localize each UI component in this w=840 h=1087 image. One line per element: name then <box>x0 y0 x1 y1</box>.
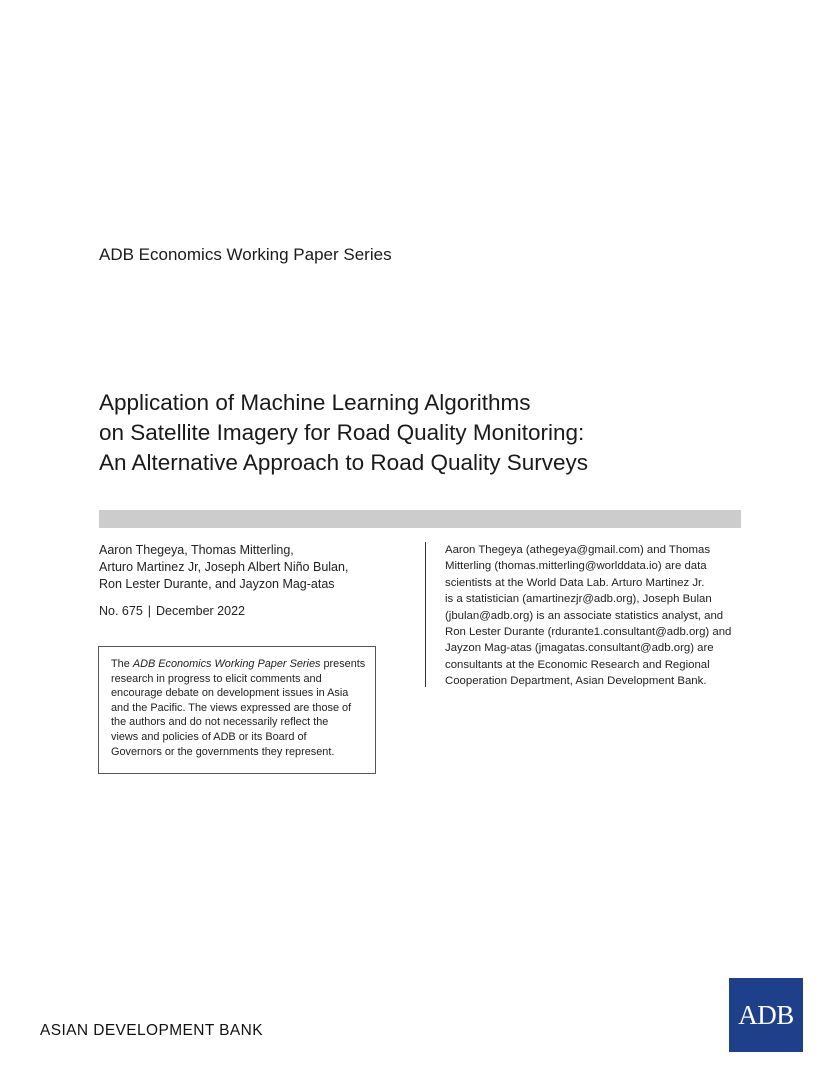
paper-title-line: on Satellite Imagery for Road Quality Monitoring: <box>99 420 585 445</box>
issue-separator: | <box>147 604 152 618</box>
author-bio <box>445 542 731 690</box>
bio-line: (jbulan@adb.org) is an associate statistics analyst, and <box>445 609 724 622</box>
author-line: Ron Lester Durante, and Jayzon Mag-atas <box>99 577 335 591</box>
disclaimer-line: encourage debate on development issues in Asia <box>111 687 349 700</box>
bio-line: Cooperation Department, Asian Development Bank. <box>445 675 707 688</box>
bio-line: Mitterling (thomas.mitterling@worlddata.io) are data <box>445 560 707 573</box>
paper-title-line: Application of Machine Learning Algorithms <box>99 390 531 415</box>
paper-title-line: An Alternative Approach to Road Quality Surveys <box>99 450 589 475</box>
bio-line: scientists at the World Data Lab. Arturo Martinez Jr. <box>445 576 705 589</box>
disclaimer-line: research in progress to elicit comments and <box>111 672 322 685</box>
series-disclaimer-box <box>98 646 376 774</box>
author-line: Aaron Thegeya, Thomas Mitterling, <box>99 543 294 557</box>
vertical-divider <box>425 542 426 687</box>
bio-line: Aaron Thegeya (athegeya@gmail.com) and Thomas <box>445 544 711 556</box>
publisher-name: ASIAN DEVELOPMENT BANK <box>40 1022 263 1039</box>
series-title: ADB Economics Working Paper Series <box>99 245 392 264</box>
author-list <box>99 542 348 593</box>
bio-line: Ron Lester Durante (rdurante1.consultant@adb.org) and <box>445 626 732 639</box>
adb-logo-text: ADB <box>738 999 794 1030</box>
disclaimer-prefix: The <box>111 658 130 670</box>
adb-logo <box>729 978 803 1052</box>
paper-title <box>99 388 739 478</box>
bio-line: Jayzon Mag-atas (jmagatas.consultant@adb.org) are <box>445 642 714 655</box>
disclaimer-line: the authors and do not necessarily reflect the <box>111 716 329 729</box>
author-line: Arturo Martinez Jr, Joseph Albert Niño Bulan, <box>99 560 349 574</box>
disclaimer-suffix: presents <box>323 658 366 670</box>
issue-info <box>99 603 245 620</box>
disclaimer-series-name: ADB Economics Working Paper Series <box>132 658 321 670</box>
bio-line: is a statistician (amartinezjr@adb.org), Joseph Bulan <box>445 593 712 606</box>
disclaimer-line: Governors or the governments they represent. <box>111 745 335 758</box>
issue-number: No. 675 <box>99 604 143 618</box>
gray-rule-bar <box>99 510 741 528</box>
disclaimer-line: views and policies of ADB or its Board of <box>111 730 307 743</box>
disclaimer-line <box>111 657 367 672</box>
issue-date: December 2022 <box>156 604 245 618</box>
bio-line: consultants at the Economic Research and Regional <box>445 658 710 671</box>
disclaimer-line: and the Pacific. The views expressed are those of <box>111 701 352 714</box>
